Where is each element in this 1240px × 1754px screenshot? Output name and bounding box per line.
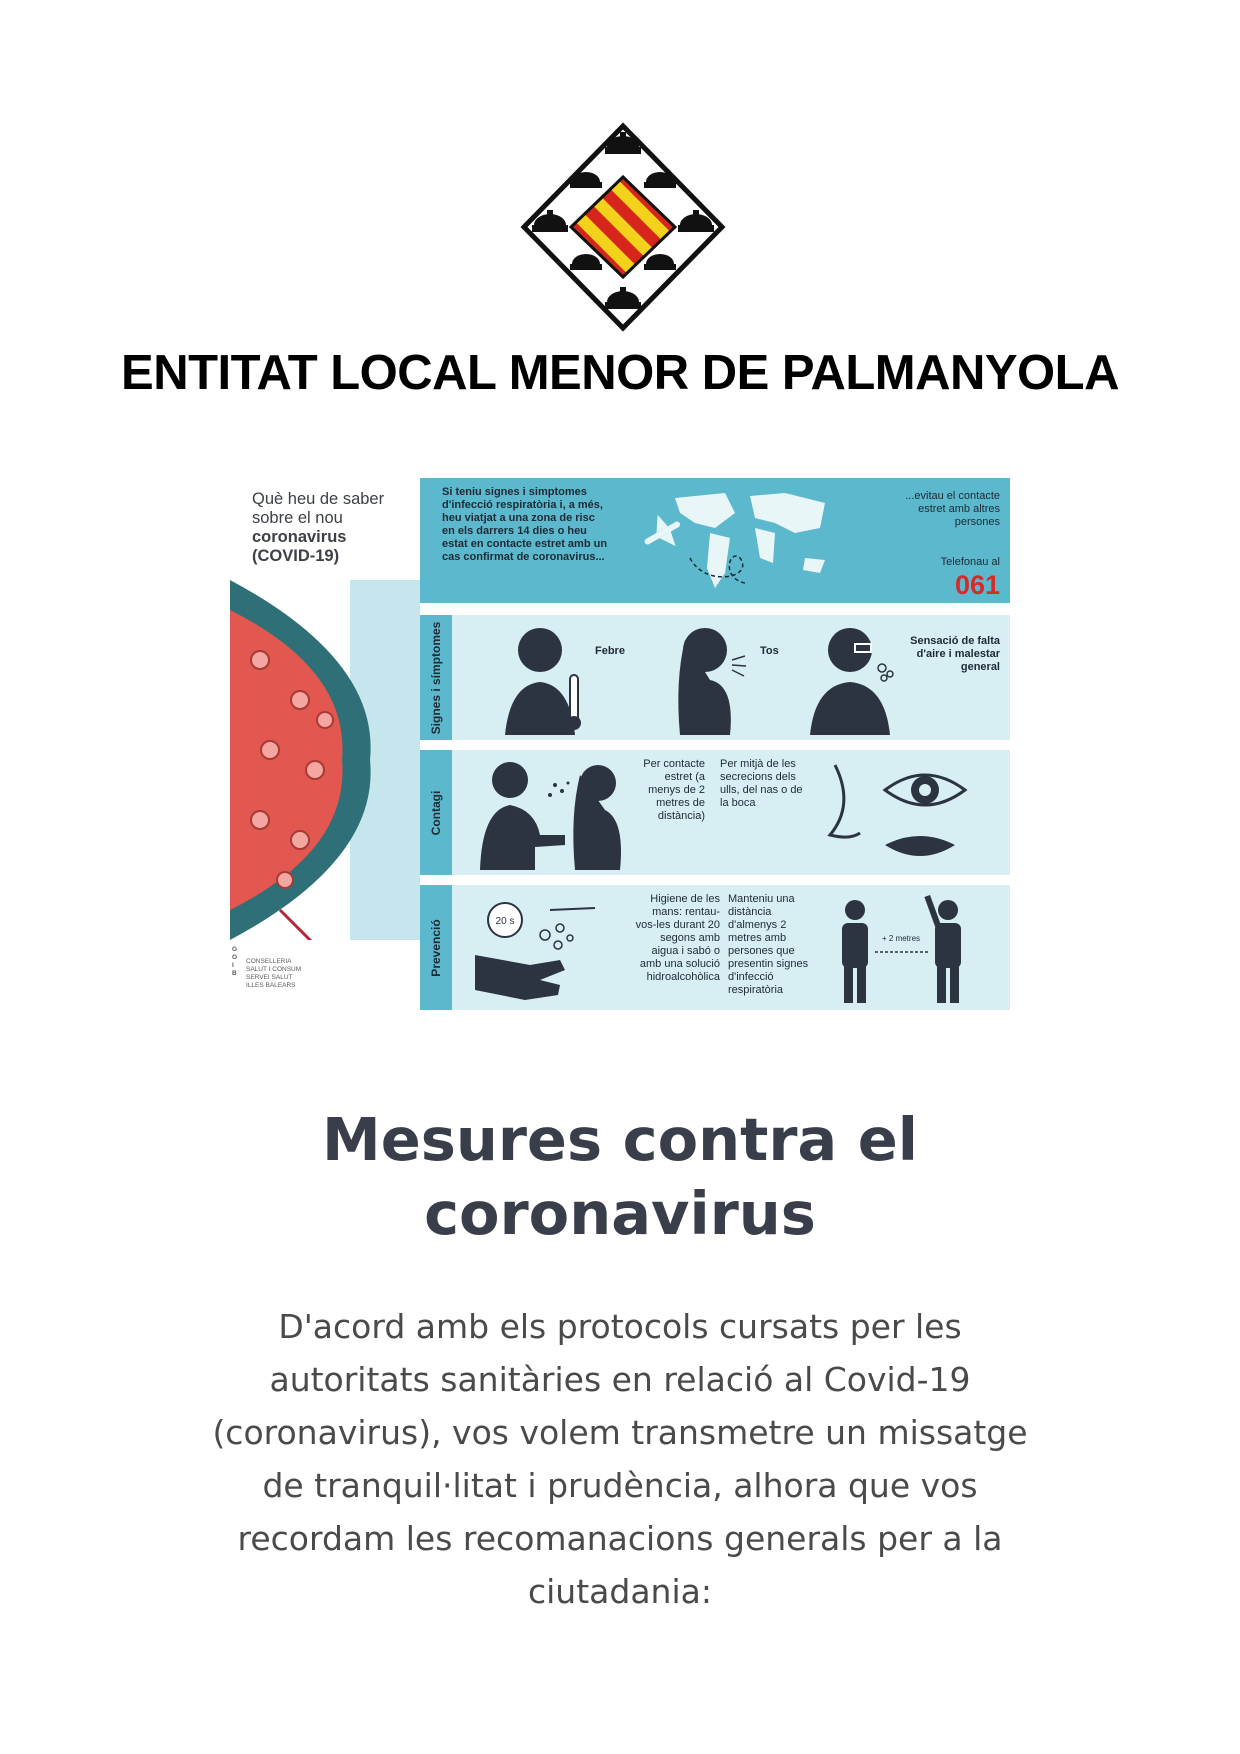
intro-line2: sobre el nou xyxy=(252,509,343,527)
timer-label: 20 s xyxy=(495,916,515,927)
phone-number: 061 xyxy=(954,570,1000,600)
eye-nose-mouth-icon xyxy=(815,755,995,870)
contagion-label-bar xyxy=(420,750,452,875)
close-contact-text: Per contacte estret (a menys de 2 metres de distància) xyxy=(643,758,705,822)
close-contact-people-icon xyxy=(470,755,640,870)
avoid-contact-text: ...evitau el contacte estret amb altres persones xyxy=(905,490,1000,528)
short-breath-person-icon xyxy=(800,620,900,735)
organization-title: ENTITAT LOCAL MENOR DE PALMANYOLA xyxy=(121,346,1119,400)
symptoms-band xyxy=(420,615,1010,740)
keep-distance-text: Manteniu una distància d'almenys 2 metres amb persones que presentin signes d'infecció respiratòria xyxy=(728,893,809,996)
coronavirus-illustration xyxy=(230,580,430,940)
prevention-label-bar xyxy=(420,885,452,1010)
cough-person-icon xyxy=(660,620,750,735)
gov-line2: SALUT I CONSUM xyxy=(246,966,302,973)
secretions-text: Per mitjà de les secrecions dels ulls, del nas o de la boca xyxy=(720,758,803,809)
contagion-band xyxy=(420,750,1010,875)
gov-letters: G O I B xyxy=(232,946,238,977)
prevention-label: Prevenció xyxy=(429,918,443,977)
measures-title xyxy=(0,1103,1240,1251)
distance-marker: + 2 metres xyxy=(882,934,921,943)
cough-label: Tos xyxy=(760,645,779,657)
covid-infographic xyxy=(230,470,1010,1025)
palmanyola-coat-of-arms-icon xyxy=(520,122,726,332)
prevention-band xyxy=(420,885,1010,1010)
infographic-intro xyxy=(252,490,402,566)
fever-label: Febre xyxy=(595,645,625,657)
travel-band xyxy=(420,478,1010,603)
symptoms-label: Signes i símptomes xyxy=(429,621,443,734)
short-breath-label: Sensació de falta d'aire i malestar general xyxy=(910,635,1000,673)
contagion-label: Contagi xyxy=(429,790,443,835)
hand-hygiene-text: Higiene de les mans: rentau-vos-les durant 20 segons amb aigua i sabó o amb una solució hidroalcohòlica xyxy=(635,893,720,983)
measures-title-line2: coronavirus xyxy=(424,1179,816,1248)
gov-line4: ILLES BALEARS xyxy=(246,982,296,989)
intro-bold1: coronavirus xyxy=(252,528,347,546)
measures-body-text: D'acord amb els protocols cursats per les autoritats sanitàries en relació al Covid-19 (coronavirus), vos volem transmetre un missatge de tranquil·litat i prudència, alhora que vos recordam les recomanacions generals per a la ciutadania: xyxy=(212,1307,1028,1611)
intro-bold2: (COVID-19) xyxy=(252,547,340,565)
social-distance-icon xyxy=(830,890,980,1005)
phone-label: Telefonau al xyxy=(940,556,1000,568)
fever-person-icon xyxy=(500,620,590,735)
measures-title-line1: Mesures contra el xyxy=(321,1105,919,1174)
symptoms-label-bar xyxy=(420,615,452,740)
gov-line3: SERVEI SALUT xyxy=(246,974,293,981)
gov-line1: CONSELLERIA xyxy=(246,958,292,965)
world-map-icon xyxy=(635,488,835,598)
hand-washing-icon xyxy=(470,890,610,1005)
intro-line1: Què heu de saber xyxy=(252,490,385,508)
travel-condition-text: Si teniu signes i simptomes d'infecció respiratòria i, a més, heu viatjat a una zona de risc en els darrers 14 dies o heu estat en contacte estret amb un cas confirmat de coronavirus... xyxy=(442,486,608,563)
